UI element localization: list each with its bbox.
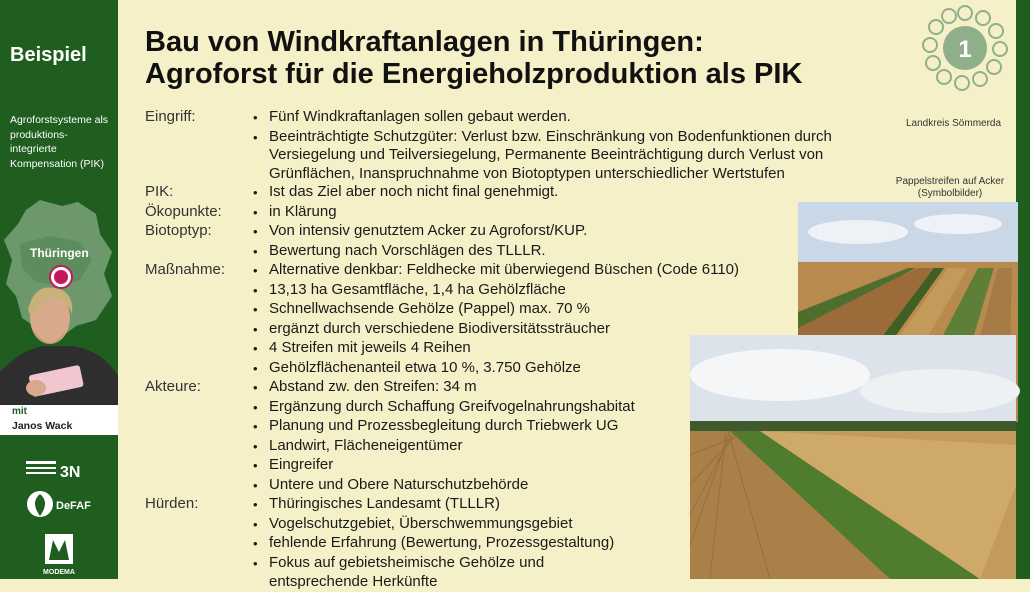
presenter-prefix: mit <box>12 406 27 417</box>
bullet-icon: • <box>253 321 258 337</box>
content-row <box>145 320 925 340</box>
row-label <box>145 320 253 340</box>
content-row <box>145 128 925 184</box>
bullet-text: Planung und Prozessbegleitung durch Triebwerk UG <box>269 417 619 434</box>
bullet-text: Abstand zw. den Streifen: 34 m <box>269 378 477 395</box>
content-row <box>145 554 925 574</box>
row-label: Hürden: <box>145 495 199 512</box>
row-label <box>145 456 253 476</box>
content-row <box>145 242 925 262</box>
bullet-icon: • <box>253 204 258 220</box>
row-label: Eingriff: <box>145 108 196 125</box>
content-row <box>145 281 925 301</box>
content-row <box>145 339 925 359</box>
content-row <box>145 378 925 398</box>
slide-title <box>145 26 905 90</box>
bullet-text: Bewertung nach Vorschlägen des TLLLR. <box>269 241 546 259</box>
bullet-icon: • <box>253 419 258 434</box>
bullet-text: fehlende Erfahrung (Bewertung, Prozessgestaltung) <box>269 534 615 551</box>
sidebar <box>0 0 118 579</box>
bullet-icon: • <box>253 302 258 317</box>
content-row <box>145 476 925 496</box>
row-label <box>145 339 253 359</box>
defaf-logo-text: DeFAF <box>56 500 91 512</box>
presenter-name: Janos Wack <box>12 420 73 432</box>
content-row <box>145 456 925 476</box>
bullet-text: Thüringisches Landesamt (TLLLR) <box>269 495 500 512</box>
3n-logo-icon <box>24 455 94 483</box>
content-row <box>145 398 925 418</box>
bullet-icon: • <box>253 243 258 259</box>
row-label <box>145 534 253 554</box>
bullet-icon: • <box>253 477 258 493</box>
title-line-1: Bau von Windkraftanlagen in Thüringen: <box>145 26 704 58</box>
defaf-leaf-icon <box>24 488 94 522</box>
bullet-text: Ist das Ziel aber noch nicht final genehmigt. <box>269 183 559 200</box>
content-row <box>145 515 925 535</box>
bullet-icon: • <box>253 380 258 395</box>
content-row <box>145 261 925 281</box>
bullet-text: in Klärung <box>269 202 337 220</box>
content-row <box>145 203 925 223</box>
bullet-icon: • <box>253 185 258 200</box>
bullet-text: Fünf Windkraftanlagen sollen gebaut werden. <box>269 108 571 125</box>
row-label <box>145 128 253 184</box>
continuation-indent <box>145 573 269 592</box>
bullet-icon: • <box>253 438 258 454</box>
photo-caption: Pappelstreifen auf Acker (Symbolbilder) <box>895 176 1005 199</box>
row-label <box>145 515 253 535</box>
state-label: Thüringen <box>30 246 89 260</box>
bullet-text: Fokus auf gebietsheimische Gehölze und <box>269 553 545 571</box>
slide-number-badge <box>922 4 1008 90</box>
bullet-text: 4 Streifen mit jeweils 4 Reihen <box>269 339 471 356</box>
logo-3n <box>0 455 118 483</box>
row-label: PIK: <box>145 183 174 200</box>
badge-number: 1 <box>958 36 972 63</box>
sidebar-description: Agroforstsysteme als produktions-integrierte Kompensation (PIK) <box>10 114 109 170</box>
bullet-icon: • <box>253 263 258 278</box>
row-label: Ökopunkte: <box>145 202 222 220</box>
continuation-row <box>145 573 925 592</box>
bullet-text: 13,13 ha Gesamtfläche, 1,4 ha Gehölzfläche <box>269 280 566 298</box>
row-label: Maßnahme: <box>145 261 226 278</box>
row-label <box>145 398 253 418</box>
row-label <box>145 242 253 262</box>
content-row <box>145 495 925 515</box>
content-row <box>145 183 925 203</box>
bullet-text: Gehölzflächenanteil etwa 10 %, 3.750 Gehölze <box>269 358 581 376</box>
content-row <box>145 359 925 379</box>
bullet-icon: • <box>253 497 258 512</box>
bullet-text: Vogelschutzgebiet, Überschwemmungsgebiet <box>269 514 573 532</box>
row-label: Biotoptyp: <box>145 222 212 239</box>
bullet-text: Alternative denkbar: Feldhecke mit überwiegend Büschen (Code 6110) <box>269 261 739 278</box>
bullet-text: Ergänzung durch Schaffung Greifvogelnahrungshabitat <box>269 397 635 415</box>
content-row <box>145 534 925 554</box>
row-label <box>145 554 253 574</box>
row-label <box>145 476 253 496</box>
3n-logo-text: 3N <box>60 464 81 481</box>
bullet-icon: • <box>253 516 258 532</box>
bullet-icon: • <box>253 360 258 376</box>
content-row <box>145 108 925 128</box>
district-caption: Landkreis Sömmerda <box>906 118 1002 129</box>
bullet-text: ergänzt durch verschiedene Biodiversitätssträucher <box>269 319 611 337</box>
row-label <box>145 300 253 320</box>
row-label <box>145 281 253 301</box>
bullet-text: Untere und Obere Naturschutzbehörde <box>269 475 529 493</box>
bullet-icon: • <box>253 282 258 298</box>
row-label: Akteure: <box>145 378 201 395</box>
bullet-text: Schnellwachsende Gehölze (Pappel) max. 70 % <box>269 300 591 317</box>
bullet-icon: • <box>253 110 258 125</box>
content-row <box>145 300 925 320</box>
bullet-icon: • <box>253 341 258 356</box>
bullet-icon: • <box>253 555 258 571</box>
bullet-text: Beeinträchtigte Schutzgüter: Verlust bzw. Einschränkung von Bodenfunktionen durch Versiegelung und Teilversiegelung, Permanente Beeinträchtigung durch Verlust von Grünflächen, Inanspruchnahme von Biotoptypen unterschiedlicher Wertstufen <box>269 127 832 182</box>
bullet-icon: • <box>253 536 258 551</box>
slide-content <box>145 108 925 592</box>
title-line-2: Agroforst für die Energieholzproduktion als PIK <box>145 58 803 90</box>
row-label <box>145 417 253 437</box>
presenter-video <box>0 280 118 420</box>
bullet-icon: • <box>253 129 258 145</box>
modema-logo-icon <box>39 532 79 576</box>
content-row <box>145 437 925 457</box>
logo-defaf <box>0 488 118 522</box>
sidebar-title: Beispiel <box>10 44 87 66</box>
logo-modema <box>0 532 118 576</box>
bullet-text: Von intensiv genutztem Acker zu Agroforst/KUP. <box>269 222 588 239</box>
content-row <box>145 222 925 242</box>
bullet-icon: • <box>253 224 258 239</box>
right-edge-strip <box>1016 0 1030 579</box>
bullet-text: Eingreifer <box>269 456 334 473</box>
bullet-icon: • <box>253 458 258 473</box>
row-label <box>145 437 253 457</box>
row-label <box>145 359 253 379</box>
modema-logo-text: MODEMA <box>43 569 75 576</box>
continuation-text: entsprechende Herkünfte <box>269 573 438 590</box>
content-row <box>145 417 925 437</box>
bullet-icon: • <box>253 399 258 415</box>
bullet-text: Landwirt, Flächeneigentümer <box>269 436 463 454</box>
